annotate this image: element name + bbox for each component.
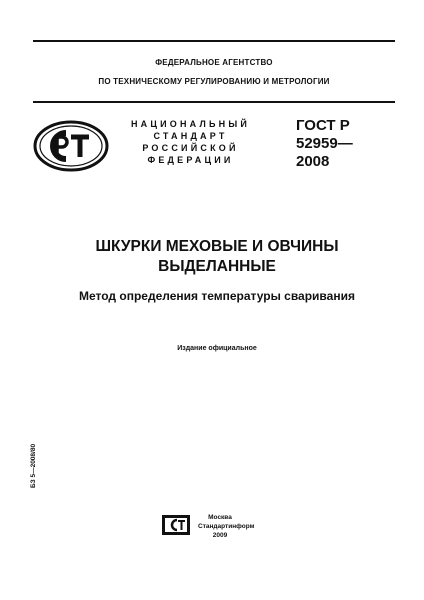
standartinform-logo-icon xyxy=(161,514,191,536)
gost-line1: ГОСТ Р xyxy=(296,117,350,134)
publisher-year: 2009 xyxy=(212,532,228,539)
document-subtitle: Метод определения температуры сваривания xyxy=(79,289,355,303)
publisher-city: Москва xyxy=(208,514,232,521)
rst-certification-logo-icon xyxy=(33,120,109,172)
standard-line2: СТАНДАРТ xyxy=(153,131,228,141)
top-rule xyxy=(33,40,395,42)
agency-name-line2: ПО ТЕХНИЧЕСКОМУ РЕГУЛИРОВАНИЮ И МЕТРОЛОГИИ xyxy=(98,77,330,86)
edition-note: Издание официальное xyxy=(177,345,257,352)
standard-line1: НАЦИОНАЛЬНЫЙ xyxy=(130,119,251,129)
publisher-name: Стандартинформ xyxy=(198,523,255,530)
gost-line2: 52959— xyxy=(296,135,353,152)
agency-name-line1: ФЕДЕРАЛЬНОЕ АГЕНТСТВО xyxy=(155,58,273,67)
gost-line3: 2008 xyxy=(296,153,330,170)
standard-line4: ФЕДЕРАЦИИ xyxy=(147,155,234,165)
document-title xyxy=(40,237,394,277)
national-standard-label xyxy=(118,118,263,166)
publisher-info xyxy=(198,513,255,540)
gost-number xyxy=(296,117,353,171)
title-line1: ШКУРКИ МЕХОВЫЕ И ОВЧИНЫ xyxy=(95,238,339,255)
side-catalog-code: БЗ 5—2008/80 xyxy=(30,443,37,488)
standard-line3: РОССИЙСКОЙ xyxy=(142,143,239,153)
header-rule xyxy=(33,101,395,103)
title-line2: ВЫДЕЛАННЫЕ xyxy=(158,258,276,275)
